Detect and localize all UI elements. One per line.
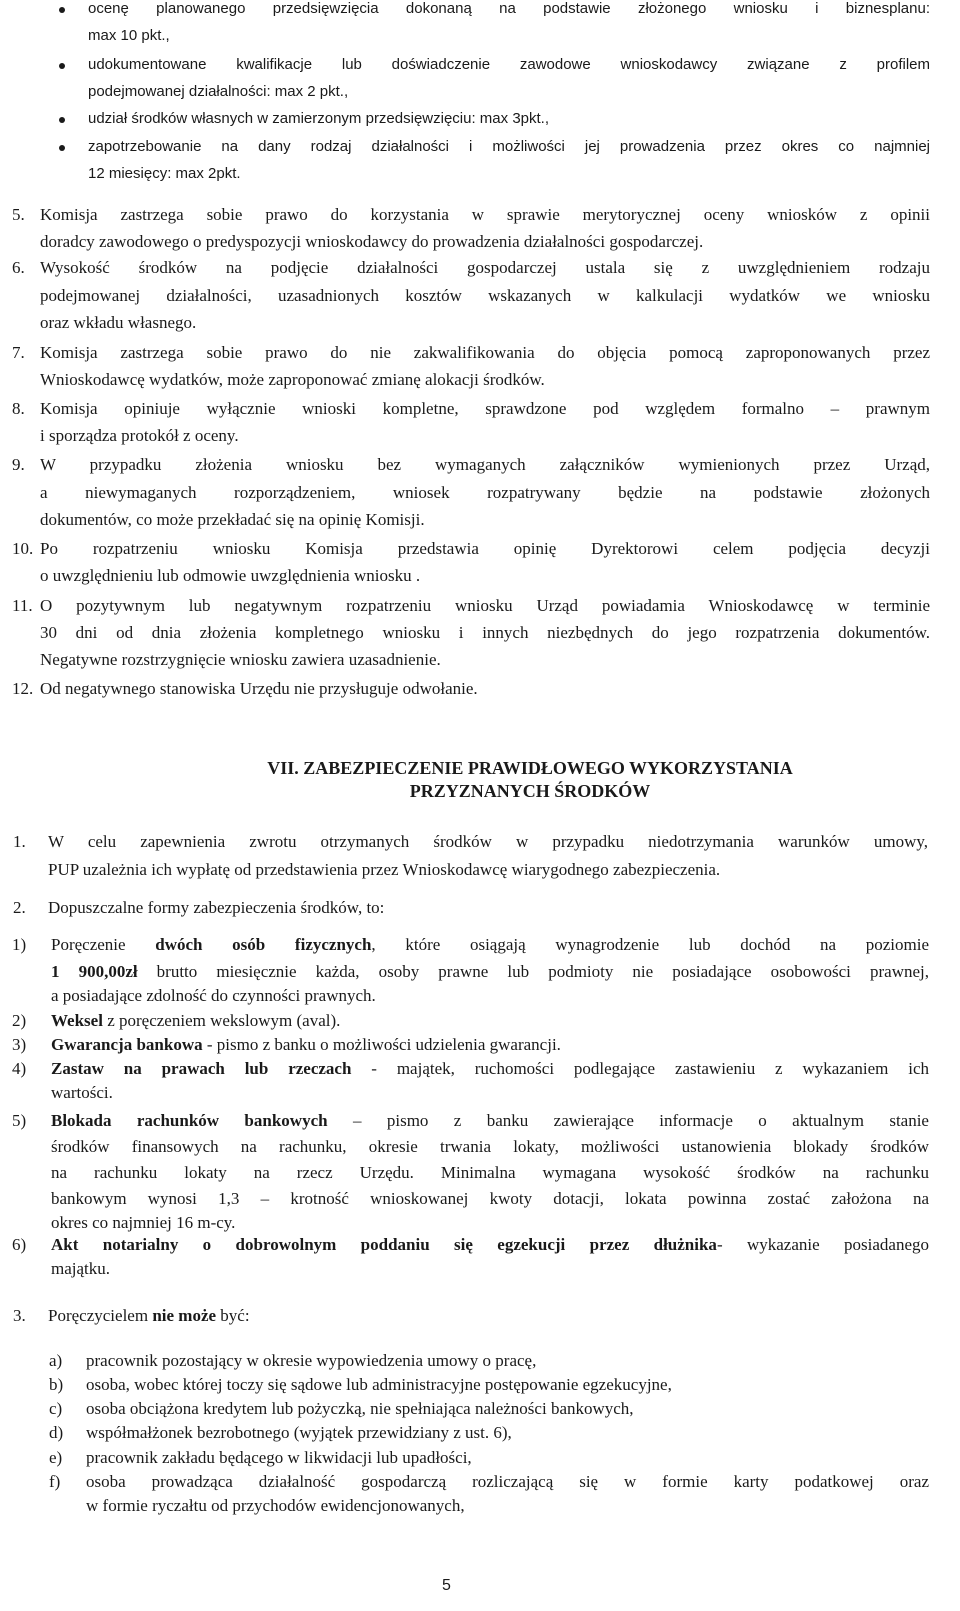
bullet-line: ocenę planowanego przedsięwzięcia dokonaną na podstawie złożonego wniosku i biznesplanu:: [88, 0, 930, 17]
form-line: [51, 1189, 929, 1209]
form-number: 1): [12, 935, 27, 954]
form-line: [51, 1213, 235, 1233]
item-line: Wnioskodawcę wydatków, może zaproponować zmianę alokacji środków.: [40, 370, 545, 389]
bold-text: Blokada rachunków bankowych: [51, 1111, 328, 1130]
item-line: Komisja opiniuje wyłącznie wnioski kompletne, sprawdzone pod względem formalno – prawnym: [40, 399, 930, 418]
form-line: [51, 962, 929, 982]
item-number: 8.: [12, 399, 25, 418]
form-line: [51, 1011, 340, 1031]
form-line: [51, 986, 376, 1006]
section-item-line: PUP uzależnia ich wypłatę od przedstawienia przez Wnioskodawcę wiarygodnego zabezpieczenia.: [48, 860, 721, 879]
item-number: 9.: [12, 455, 25, 474]
text: bankowym wynosi 1,3 – krotność wnioskowanej kwoty dotacji, lokata powinna zostać założona na: [51, 1189, 929, 1208]
bullet-dot: [59, 145, 65, 151]
letter-line: w formie ryczałtu od przychodów ewidencjonowanych,: [86, 1496, 465, 1515]
item-line: i sporządza protokół z oceny.: [40, 426, 239, 445]
form-line: [51, 1111, 929, 1131]
text: brutto miesięcznie każda, osoby prawne lub podmioty nie posiadające osobowości prawnej,: [137, 962, 929, 981]
text: Poręczenie: [51, 935, 156, 954]
item-line: W przypadku złożenia wniosku bez wymaganych załączników wymienionych przez Urząd,: [40, 455, 930, 474]
section-item-number: 1.: [13, 832, 26, 851]
item-line: Po rozpatrzeniu wniosku Komisja przedstawia opinię Dyrektorowi celem podjęcia decyzji: [40, 539, 930, 558]
item-line: podejmowanej działalności, uzasadnionych kosztów wskazanych w kalkulacji wydatków we wniosku: [40, 286, 930, 305]
bullet-dot: [59, 117, 65, 123]
text: , które osiągają wynagrodzenie lub dochód na poziomie: [371, 935, 930, 954]
form-number: 4): [12, 1059, 27, 1078]
item-number: 10.: [12, 539, 34, 558]
bold-text: Gwarancja bankowa: [51, 1035, 203, 1054]
bold-text: nie może: [152, 1306, 217, 1325]
letter-marker: a): [49, 1351, 63, 1370]
bullet-line: zapotrzebowanie na dany rodzaj działalności i możliwości jej prowadzenia przez okres co najmniej: [88, 138, 930, 155]
item-line: Od negatywnego stanowiska Urzędu nie przysługuje odwołanie.: [40, 679, 478, 698]
letter-marker: b): [49, 1375, 64, 1394]
item-line: a niewymaganych rozporządzeniem, wniosek rozpatrywany będzie na podstawie złożonych: [40, 483, 930, 502]
bold-text: Zastaw na prawach lub rzeczach: [51, 1059, 352, 1078]
text: na rachunku lokaty na rzecz Urzędu. Minimalna wymagana wysokość środków na rachunku: [51, 1163, 929, 1182]
item-line: o uwzględnieniu lub odmowie uwzględnienia wniosku .: [40, 566, 421, 585]
form-number: 6): [12, 1235, 27, 1254]
form-line: [51, 1059, 929, 1079]
section-item-line: W celu zapewnienia zwrotu otrzymanych środków w przypadku niedotrzymania warunków umowy,: [48, 832, 928, 851]
item-line: Wysokość środków na podjęcie działalności gospodarczej ustala się z uwzględnieniem rodzaju: [40, 258, 930, 277]
letter-line: pracownik zakładu będącego w likwidacji lub upadłości,: [86, 1448, 472, 1467]
form-number: 2): [12, 1011, 27, 1030]
item-line: Negatywne rozstrzygnięcie wniosku zawiera uzasadnienie.: [40, 650, 441, 669]
text: okres co najmniej 16 m-cy.: [51, 1213, 236, 1232]
form-number: 5): [12, 1111, 27, 1130]
text: - majątek, ruchomości podlegające zastawieniu z wykazaniem ich: [351, 1059, 929, 1078]
item-number: 5.: [12, 205, 25, 224]
item-line: oraz wkładu własnego.: [40, 313, 197, 332]
item-line: doradcy zawodowego o predyspozycji wnioskodawcy do prowadzenia działalności gospodarczej.: [40, 232, 704, 251]
item3-line: [48, 1306, 250, 1326]
page-number: 5: [442, 1577, 451, 1594]
bold-text: 1 900,00zł: [51, 962, 138, 981]
item-line: Komisja zastrzega sobie prawo do korzystania w sprawie merytorycznej oceny wniosków z opinii: [40, 205, 930, 224]
text: wartości.: [51, 1083, 113, 1102]
section-title-line2: PRZYZNANYCH ŚRODKÓW: [409, 781, 651, 801]
item-number: 7.: [12, 343, 25, 362]
form-line: [51, 1259, 110, 1279]
letter-marker: f): [49, 1472, 61, 1491]
bullet-line: udokumentowane kwalifikacje lub doświadczenie zawodowe wnioskodawcy związane z profilem: [88, 56, 930, 73]
form-line: [51, 935, 929, 955]
text: - wykazanie posiadanego: [716, 1235, 929, 1254]
form-line: [51, 1137, 929, 1157]
bold-text: Weksel: [51, 1011, 103, 1030]
letter-line: osoba prowadząca działalność gospodarczą rozliczającą się w formie karty podatkowej oraz: [86, 1472, 929, 1491]
form-line: [51, 1083, 113, 1103]
item-line: 30 dni od dnia złożenia kompletnego wniosku i innych niezbędnych do jego rozpatrzenia dokumentów.: [40, 623, 930, 642]
text: a posiadające zdolność do czynności prawnych.: [51, 986, 376, 1005]
form-line: [51, 1163, 929, 1183]
text: z poręczeniem wekslowym (aval).: [102, 1011, 341, 1030]
section-item-line: Dopuszczalne formy zabezpieczenia środków, to:: [48, 898, 385, 917]
item-line: O pozytywnym lub negatywnym rozpatrzeniu wniosku Urząd powiadamia Wnioskodawcę w terminie: [40, 596, 930, 615]
bullet-line: 12 miesięcy: max 2pkt.: [88, 165, 241, 182]
letter-line: pracownik pozostający w okresie wypowiedzenia umowy o pracę,: [86, 1351, 537, 1370]
bold-text: dwóch osób fizycznych: [155, 935, 372, 954]
text: być:: [216, 1306, 250, 1325]
section-title: VII. ZABEZPIECZENIE PRAWIDŁOWEGO WYKORZYSTANIA: [267, 758, 793, 778]
letter-line: współmałżonek bezrobotnego (wyjątek przewidziany z ust. 6),: [86, 1423, 512, 1442]
bullet-line: max 10 pkt.,: [88, 27, 170, 44]
item-number: 6.: [12, 258, 25, 277]
letter-line: osoba obciążona kredytem lub pożyczką, nie spełniająca należności bankowych,: [86, 1399, 634, 1418]
form-line: [51, 1235, 929, 1255]
item-line: Komisja zastrzega sobie prawo do nie zakwalifikowania do objęcia pomocą zaproponowanych przez: [40, 343, 930, 362]
text: środków finansowych na rachunku, okresie trwania lokaty, możliwości ustanowienia blokady środków: [51, 1137, 929, 1156]
section-item-number: 2.: [13, 898, 26, 917]
text: Poręczycielem: [48, 1306, 153, 1325]
letter-marker: d): [49, 1423, 64, 1442]
letter-marker: e): [49, 1448, 63, 1467]
letter-marker: c): [49, 1399, 63, 1418]
text: - pismo z banku o możliwości udzielenia gwarancji.: [202, 1035, 561, 1054]
bold-text: Akt notarialny o dobrowolnym poddaniu się egzekucji przez dłużnika: [51, 1235, 717, 1254]
bullet-line: udział środków własnych w zamierzonym przedsięwzięciu: max 3pkt.,: [88, 110, 550, 127]
item3-number: 3.: [13, 1306, 26, 1325]
item-line: dokumentów, co może przekładać się na opinię Komisji.: [40, 510, 425, 529]
text: – pismo z banku zawierające informacje o aktualnym stanie: [327, 1111, 929, 1130]
form-number: 3): [12, 1035, 27, 1054]
item-number: 12.: [12, 679, 34, 698]
letter-line: osoba, wobec której toczy się sądowe lub administracyjne postępowanie egzekucyjne,: [86, 1375, 672, 1394]
item-number: 11.: [12, 596, 33, 615]
bullet-dot: [59, 63, 65, 69]
bullet-dot: [59, 7, 65, 13]
form-line: [51, 1035, 561, 1055]
text: majątku.: [51, 1259, 111, 1278]
bullet-line: podejmowanej działalności: max 2 pkt.,: [88, 83, 349, 100]
